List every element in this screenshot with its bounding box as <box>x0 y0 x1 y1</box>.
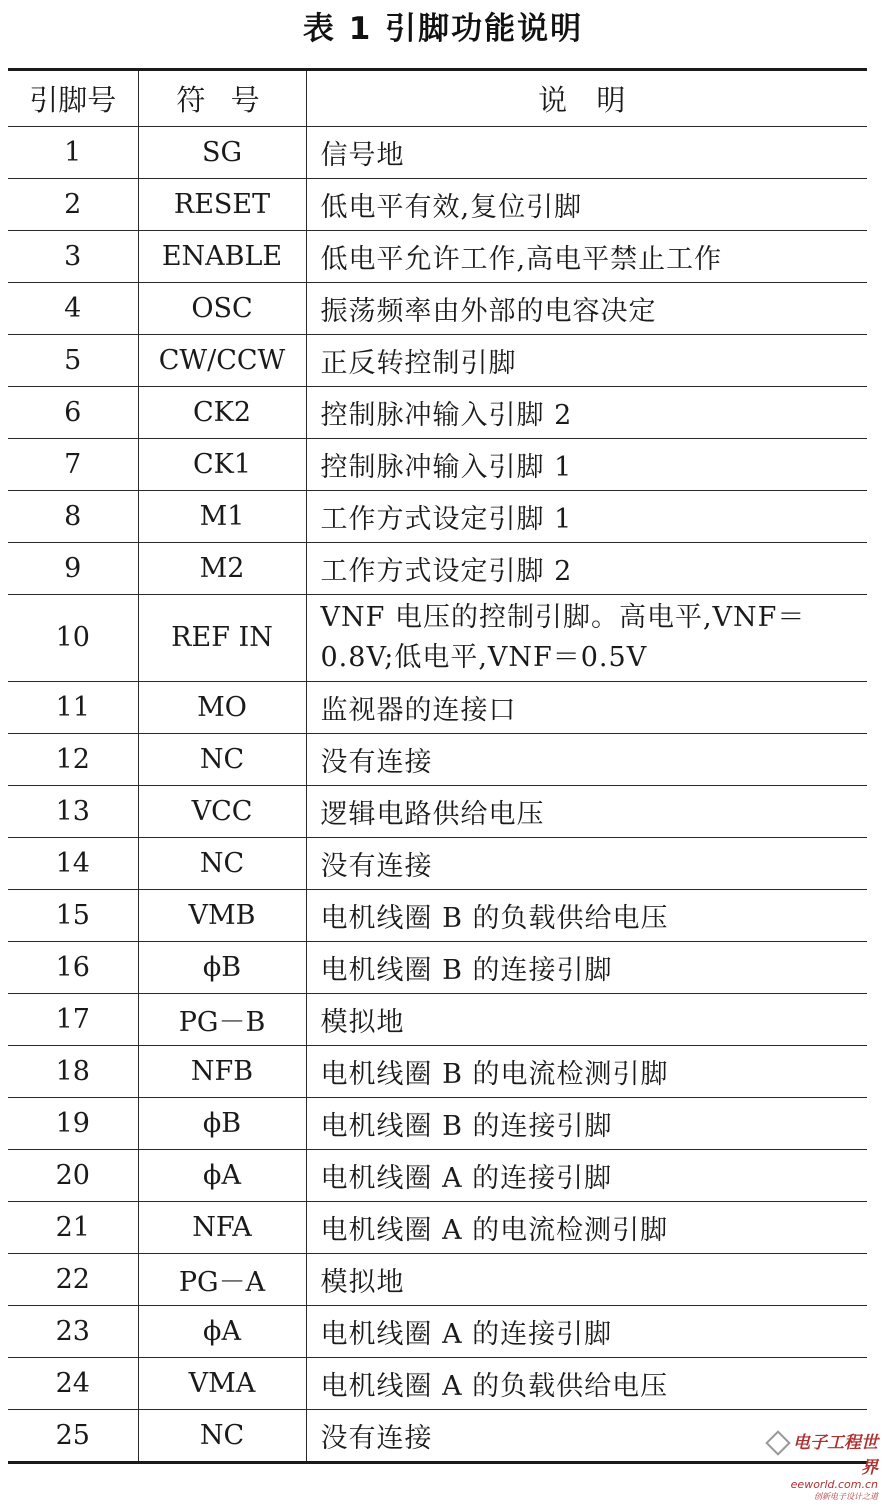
pin-symbol-cell: M1 <box>138 491 306 543</box>
pin-description-cell: 电机线圈 A 的连接引脚 <box>306 1150 867 1202</box>
pin-number-cell: 21 <box>8 1202 138 1254</box>
pin-symbol-cell: NC <box>138 734 306 786</box>
table-row <box>8 1098 867 1150</box>
pin-number-cell: 17 <box>8 994 138 1046</box>
table-row <box>8 1358 867 1410</box>
table-row <box>8 1046 867 1098</box>
pin-number-cell: 11 <box>8 682 138 734</box>
pin-description-cell: 监视器的连接口 <box>306 682 867 734</box>
pin-symbol-cell: VMB <box>138 890 306 942</box>
table-row <box>8 595 867 682</box>
pin-description-cell: 电机线圈 A 的连接引脚 <box>306 1306 867 1358</box>
pin-symbol-cell: PG－B <box>138 994 306 1046</box>
table-body <box>8 127 867 1463</box>
pin-symbol-cell: OSC <box>138 283 306 335</box>
pin-number-cell: 12 <box>8 734 138 786</box>
pin-number-cell: 8 <box>8 491 138 543</box>
table-row <box>8 1254 867 1306</box>
pin-symbol-cell: RESET <box>138 179 306 231</box>
pin-description-cell: 没有连接 <box>306 1410 867 1463</box>
table-row <box>8 890 867 942</box>
pin-description-cell: 逻辑电路供给电压 <box>306 786 867 838</box>
header-description: 说 明 <box>306 70 867 127</box>
pin-symbol-cell: NC <box>138 838 306 890</box>
table-row <box>8 942 867 994</box>
pin-symbol-cell: NC <box>138 1410 306 1463</box>
pin-symbol-cell: VMA <box>138 1358 306 1410</box>
pin-symbol-cell: NFB <box>138 1046 306 1098</box>
table-row <box>8 543 867 595</box>
pin-number-cell: 7 <box>8 439 138 491</box>
table-row <box>8 127 867 179</box>
table-row <box>8 1306 867 1358</box>
pin-symbol-cell: CK2 <box>138 387 306 439</box>
pin-description-cell: 电机线圈 A 的负载供给电压 <box>306 1358 867 1410</box>
pin-number-cell: 6 <box>8 387 138 439</box>
header-symbol: 符 号 <box>138 70 306 127</box>
pin-description-cell: 控制脉冲输入引脚 2 <box>306 387 867 439</box>
pin-symbol-cell: ϕA <box>138 1306 306 1358</box>
pin-symbol-cell: CW/CCW <box>138 335 306 387</box>
pin-symbol-cell: VCC <box>138 786 306 838</box>
pin-description-cell: 工作方式设定引脚 1 <box>306 491 867 543</box>
pin-symbol-cell: CK1 <box>138 439 306 491</box>
watermark-slogan: 创新电子设计之道 <box>814 1492 878 1501</box>
table-row <box>8 682 867 734</box>
header-pin-number: 引脚号 <box>8 70 138 127</box>
table-row <box>8 994 867 1046</box>
pin-description-cell: 正反转控制引脚 <box>306 335 867 387</box>
pin-number-cell: 14 <box>8 838 138 890</box>
pin-description-cell: 没有连接 <box>306 734 867 786</box>
pin-symbol-cell: ENABLE <box>138 231 306 283</box>
pin-number-cell: 2 <box>8 179 138 231</box>
table-row <box>8 335 867 387</box>
pin-symbol-cell: ϕA <box>138 1150 306 1202</box>
pin-description-cell: 控制脉冲输入引脚 1 <box>306 439 867 491</box>
pin-symbol-cell: ϕB <box>138 942 306 994</box>
pin-symbol-cell: PG－A <box>138 1254 306 1306</box>
pin-description-cell: 电机线圈 B 的电流检测引脚 <box>306 1046 867 1098</box>
pin-number-cell: 13 <box>8 786 138 838</box>
pin-number-cell: 19 <box>8 1098 138 1150</box>
pin-description-cell: 电机线圈 B 的负载供给电压 <box>306 890 867 942</box>
pin-description-cell: VNF 电压的控制引脚。高电平,VNF＝0.8V;低电平,VNF＝0.5V <box>306 595 867 682</box>
table-row <box>8 786 867 838</box>
watermark-name: 电子工程世界 <box>758 1428 878 1478</box>
pin-description-cell: 信号地 <box>306 127 867 179</box>
pin-description-cell: 模拟地 <box>306 1254 867 1306</box>
pin-number-cell: 25 <box>8 1410 138 1463</box>
pin-description-cell: 电机线圈 A 的电流检测引脚 <box>306 1202 867 1254</box>
table-row <box>8 231 867 283</box>
pin-description-cell: 没有连接 <box>306 838 867 890</box>
pin-number-cell: 20 <box>8 1150 138 1202</box>
pin-symbol-cell: SG <box>138 127 306 179</box>
eeworld-logo-icon <box>765 1430 790 1455</box>
pin-description-cell: 电机线圈 B 的连接引脚 <box>306 1098 867 1150</box>
pin-description-cell: 振荡频率由外部的电容决定 <box>306 283 867 335</box>
pin-symbol-cell: NFA <box>138 1202 306 1254</box>
pin-symbol-cell: ϕB <box>138 1098 306 1150</box>
pin-description-cell: 模拟地 <box>306 994 867 1046</box>
pin-number-cell: 15 <box>8 890 138 942</box>
pin-description-cell: 低电平允许工作,高电平禁止工作 <box>306 231 867 283</box>
pin-number-cell: 5 <box>8 335 138 387</box>
watermark-url: eeworld.com.cn <box>790 1478 878 1491</box>
table-row <box>8 179 867 231</box>
pin-number-cell: 22 <box>8 1254 138 1306</box>
pin-number-cell: 18 <box>8 1046 138 1098</box>
pin-number-cell: 16 <box>8 942 138 994</box>
pin-number-cell: 10 <box>8 595 138 682</box>
table-row <box>8 439 867 491</box>
pin-number-cell: 9 <box>8 543 138 595</box>
pin-number-cell: 24 <box>8 1358 138 1410</box>
pin-number-cell: 1 <box>8 127 138 179</box>
table-row <box>8 1202 867 1254</box>
pin-symbol-cell: MO <box>138 682 306 734</box>
table-row <box>8 734 867 786</box>
pin-number-cell: 3 <box>8 231 138 283</box>
table-title: 表 1 引脚功能说明 <box>302 11 584 47</box>
table-row <box>8 1150 867 1202</box>
pin-description-cell: 低电平有效,复位引脚 <box>306 179 867 231</box>
table-row <box>8 838 867 890</box>
pin-symbol-cell: REF IN <box>138 595 306 682</box>
pin-symbol-cell: M2 <box>138 543 306 595</box>
pin-number-cell: 4 <box>8 283 138 335</box>
table-row <box>8 491 867 543</box>
watermark <box>758 1428 878 1502</box>
pin-description-cell: 工作方式设定引脚 2 <box>306 543 867 595</box>
pin-description-cell: 电机线圈 B 的连接引脚 <box>306 942 867 994</box>
pin-function-table <box>8 68 867 1464</box>
table-header-row <box>8 70 867 127</box>
table-row <box>8 283 867 335</box>
pin-number-cell: 23 <box>8 1306 138 1358</box>
table-row <box>8 387 867 439</box>
table-row <box>8 1410 867 1463</box>
